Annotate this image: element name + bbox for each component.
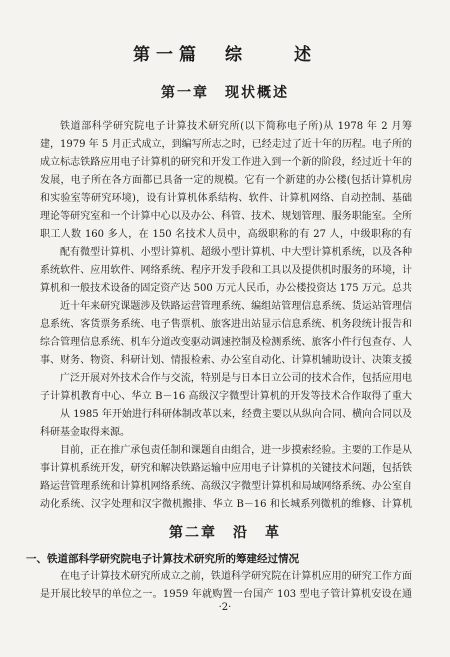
paragraph: 在电子计算技术研究所成立之前，铁道科学研究院在计算机应用的研究工作方面是开展比较早的单位之一。1959 年就购置一台国产 103 型电子管计算机安设在通 [40, 571, 412, 600]
paragraph: 目前，正在推广承包责任制和课题自由组合，进一步摸索经验。主要的工作是从事计算机系统开发，研究和解决铁路运输中应用电子计算机的关键技术问题，包括铁路运营管理系统和计算机网络系统、高级汉字微型计算机和局域网络系统、办公室自动化系统、汉字处理和汉字微机搬排、华立 B－16 和长城系列微机的维修、计算机 [40, 445, 412, 510]
paragraph: 铁道部科学研究院电子计算技术研究所(以下简称电子所)从 1978 年 2 月筹建，1979 年 5 月正式成立，到编写所志之时，已经走过了近十年的历程。电子所的成立标志铁路应用电子计算机的研究和开发工作进入到一个新的阶段，经过近十年的发展，电子所在各方面都已具备一定的规模。它有一个新建的办公楼(包括计算机房和实验室等研究环境)，设有计算机体系结构、软件、计算机网络、自动控制、基础理论等研究室和一个计算中心以及办公、科管、技术、规划管理、服务职能室。全所职工人数 160 多人，在 150 名技术人员中，高级职称的有 27 人，中级职称的有 [40, 121, 412, 240]
paragraph: 配有微型计算机、小型计算机、超级小型计算机、中大型计算机系统，以及各种系统软件、应用软件、网络系统、程序开发手段和工具以及提供机时服务的环境，计算机和一般技术设备的固定资产达 500 万元人民币，办公楼投资达 175 万元。总共 [40, 247, 412, 294]
part-title: 第一篇 综 述 [133, 45, 317, 65]
paragraph: 广泛开展对外技术合作与交流，特别是与日本日立公司的技术合作，包括应用电子计算机教育中心、华立 B－16 高级汉字微型计算机的开发等技术合作取得了重大 [40, 373, 412, 402]
page-number: ·2· [218, 602, 232, 613]
paragraph: 从 1985 年开始进行科研体制改革以来，经费主要以从纵向合同、横向合同以及科研基金取得来源。 [40, 409, 412, 438]
section-heading: 一、铁道部科学研究院电子计算技术研究所的筹建经过情况 [26, 553, 299, 565]
chapter-title-1: 第一章 现状概述 [161, 85, 289, 101]
chapter-title-2: 第二章 沿 革 [169, 525, 281, 541]
paragraph: 近十年来研究课题涉及铁路运营管理系统、编组站管理信息系统、货运站管理信息系统、客货票务系统、电子售票机、旅客进出站显示信息系统、机务段统计报告和综合管理信息系统、机车分道改变驱动调速控制及检测系统、旅客小件行包查存、人事、财务、物资、科研计划、情报检索、办公室自动化、计算机辅助设计、决策支援 [40, 301, 412, 366]
